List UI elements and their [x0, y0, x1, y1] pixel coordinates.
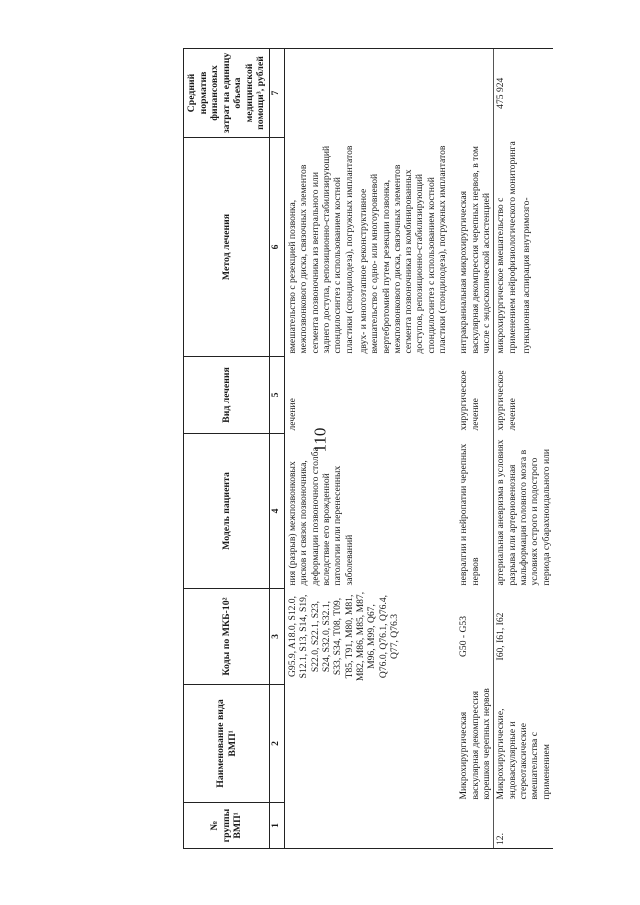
spacer [449, 138, 457, 357]
spacer [449, 49, 457, 138]
col-number: 6 [270, 138, 285, 357]
icd-codes-cell: G95.9, A18.0, S12.0, S12.1, S13, S14, S19, S22.0, S22.1, S23, S24, S32.0, S32.1, S33, S34, T08, T09, T85, T91, M80, M81, M82, M86, M85, M87, M96, M99, Q67, Q76.0, Q76.1, Q76.4, Q77, Q76.3 [287, 591, 400, 682]
treatment-type-cell: хирургическое лечение [494, 357, 553, 434]
table-row [285, 49, 450, 849]
spacer [449, 357, 457, 434]
spacer [449, 434, 457, 589]
rotated-page [183, 49, 603, 849]
treatment-method-cell [285, 138, 450, 357]
patient-model-cell: артериальная аневризма в условиях разрыва или артериовенозная мальформация головного мозга в условиях острого и подострого периода субарахноидального или [494, 434, 553, 589]
treatment-type-cell: лечение [287, 398, 298, 431]
vmp-name-cell [285, 685, 450, 803]
icd-codes-cell: G50 - G53 [458, 615, 470, 658]
header-icd-codes: Коды по МКБ-10² [184, 589, 270, 685]
cost-cell [457, 49, 493, 138]
col-number: 7 [270, 49, 285, 138]
col-number: 3 [270, 589, 285, 685]
treatment-method-text: вмешательство с резекцией позвонка, межпозвонкового диска, связочных элементов сегмента позвоночника из вентрального или заднего доступа, репозиционно-стабилизирующий спондилосинтез с использованием костной пластики (спондилодеза), погружных имплантатов [287, 145, 355, 354]
cost-cell [285, 49, 450, 138]
header-group-number: № группы ВМП¹ [184, 803, 270, 849]
treatment-method-cell: интракраниальная микрохирургическая васкулярная декомпрессия черепных нервов, в том числе с эндоскопической ассистенцией [458, 146, 492, 354]
spacer [449, 685, 457, 803]
treatment-method-text: пункционная аспирация внутримозго- [520, 197, 532, 354]
page-number: 110 [310, 427, 330, 453]
spacer [449, 803, 457, 849]
col-number: 1 [270, 803, 285, 849]
treatment-method-text: двух- и многоэтапное реконструктивное вмешательство с одно- или многоуровневой вертебротомией путем резекции позвонка, межпозвонкового диска, связочных элементов сегмента позвоночника из комбинированных доступов, репозиционно-стабилизирующий спондилосинтез с использованием костной пластики (спондилодеза), погружных имплантатов [357, 145, 449, 354]
vmp-table [183, 48, 553, 849]
group-number-cell: 12. [494, 803, 553, 849]
group-number-cell [285, 803, 450, 849]
treatment-method-text: микрохирургическое вмешательство с применением нейрофизиологического мониторинга [495, 141, 518, 354]
header-treatment-type: Вид лечения [184, 357, 270, 434]
header-patient-model: Модель пациента [184, 434, 270, 589]
treatment-method-cell [494, 138, 553, 357]
header-cost: Средний норматив финансовых затрат на единицу объема медицинской помощи³, рублей [184, 49, 270, 138]
vmp-name-cell: Микрохирургические, эндоваскулярные и стереотаксические вмешательства с применением [494, 685, 553, 803]
icd-codes-cell: I60, I61, I62 [494, 589, 553, 685]
spacer [449, 589, 457, 685]
col-number: 5 [270, 357, 285, 434]
spacer-row [449, 49, 457, 849]
header-treatment-method: Метод лечения [184, 138, 270, 357]
treatment-type-cell: хирургическое лечение [458, 370, 481, 431]
column-number-row [270, 49, 285, 849]
header-vmp-name: Наименование вида ВМП¹ [184, 685, 270, 803]
header-row [184, 49, 270, 849]
table-row [494, 49, 553, 849]
col-number: 4 [270, 434, 285, 589]
table-row [457, 49, 493, 849]
group-number-cell [457, 803, 493, 849]
patient-model-cell: невралгии и нейропатии черепных нервов [458, 443, 481, 586]
patient-model-cell: ния (разрыв) межпозвонковых дисков и связок позвоночника, деформации позвоночного столба вследствие его врожденной патологии или перенесенных заболеваний [287, 447, 355, 586]
cost-cell: 475 924 [494, 49, 553, 138]
col-number: 2 [270, 685, 285, 803]
vmp-name-cell: Микрохирургическая васкулярная декомпрессия корешков черепных нервов [458, 688, 492, 800]
